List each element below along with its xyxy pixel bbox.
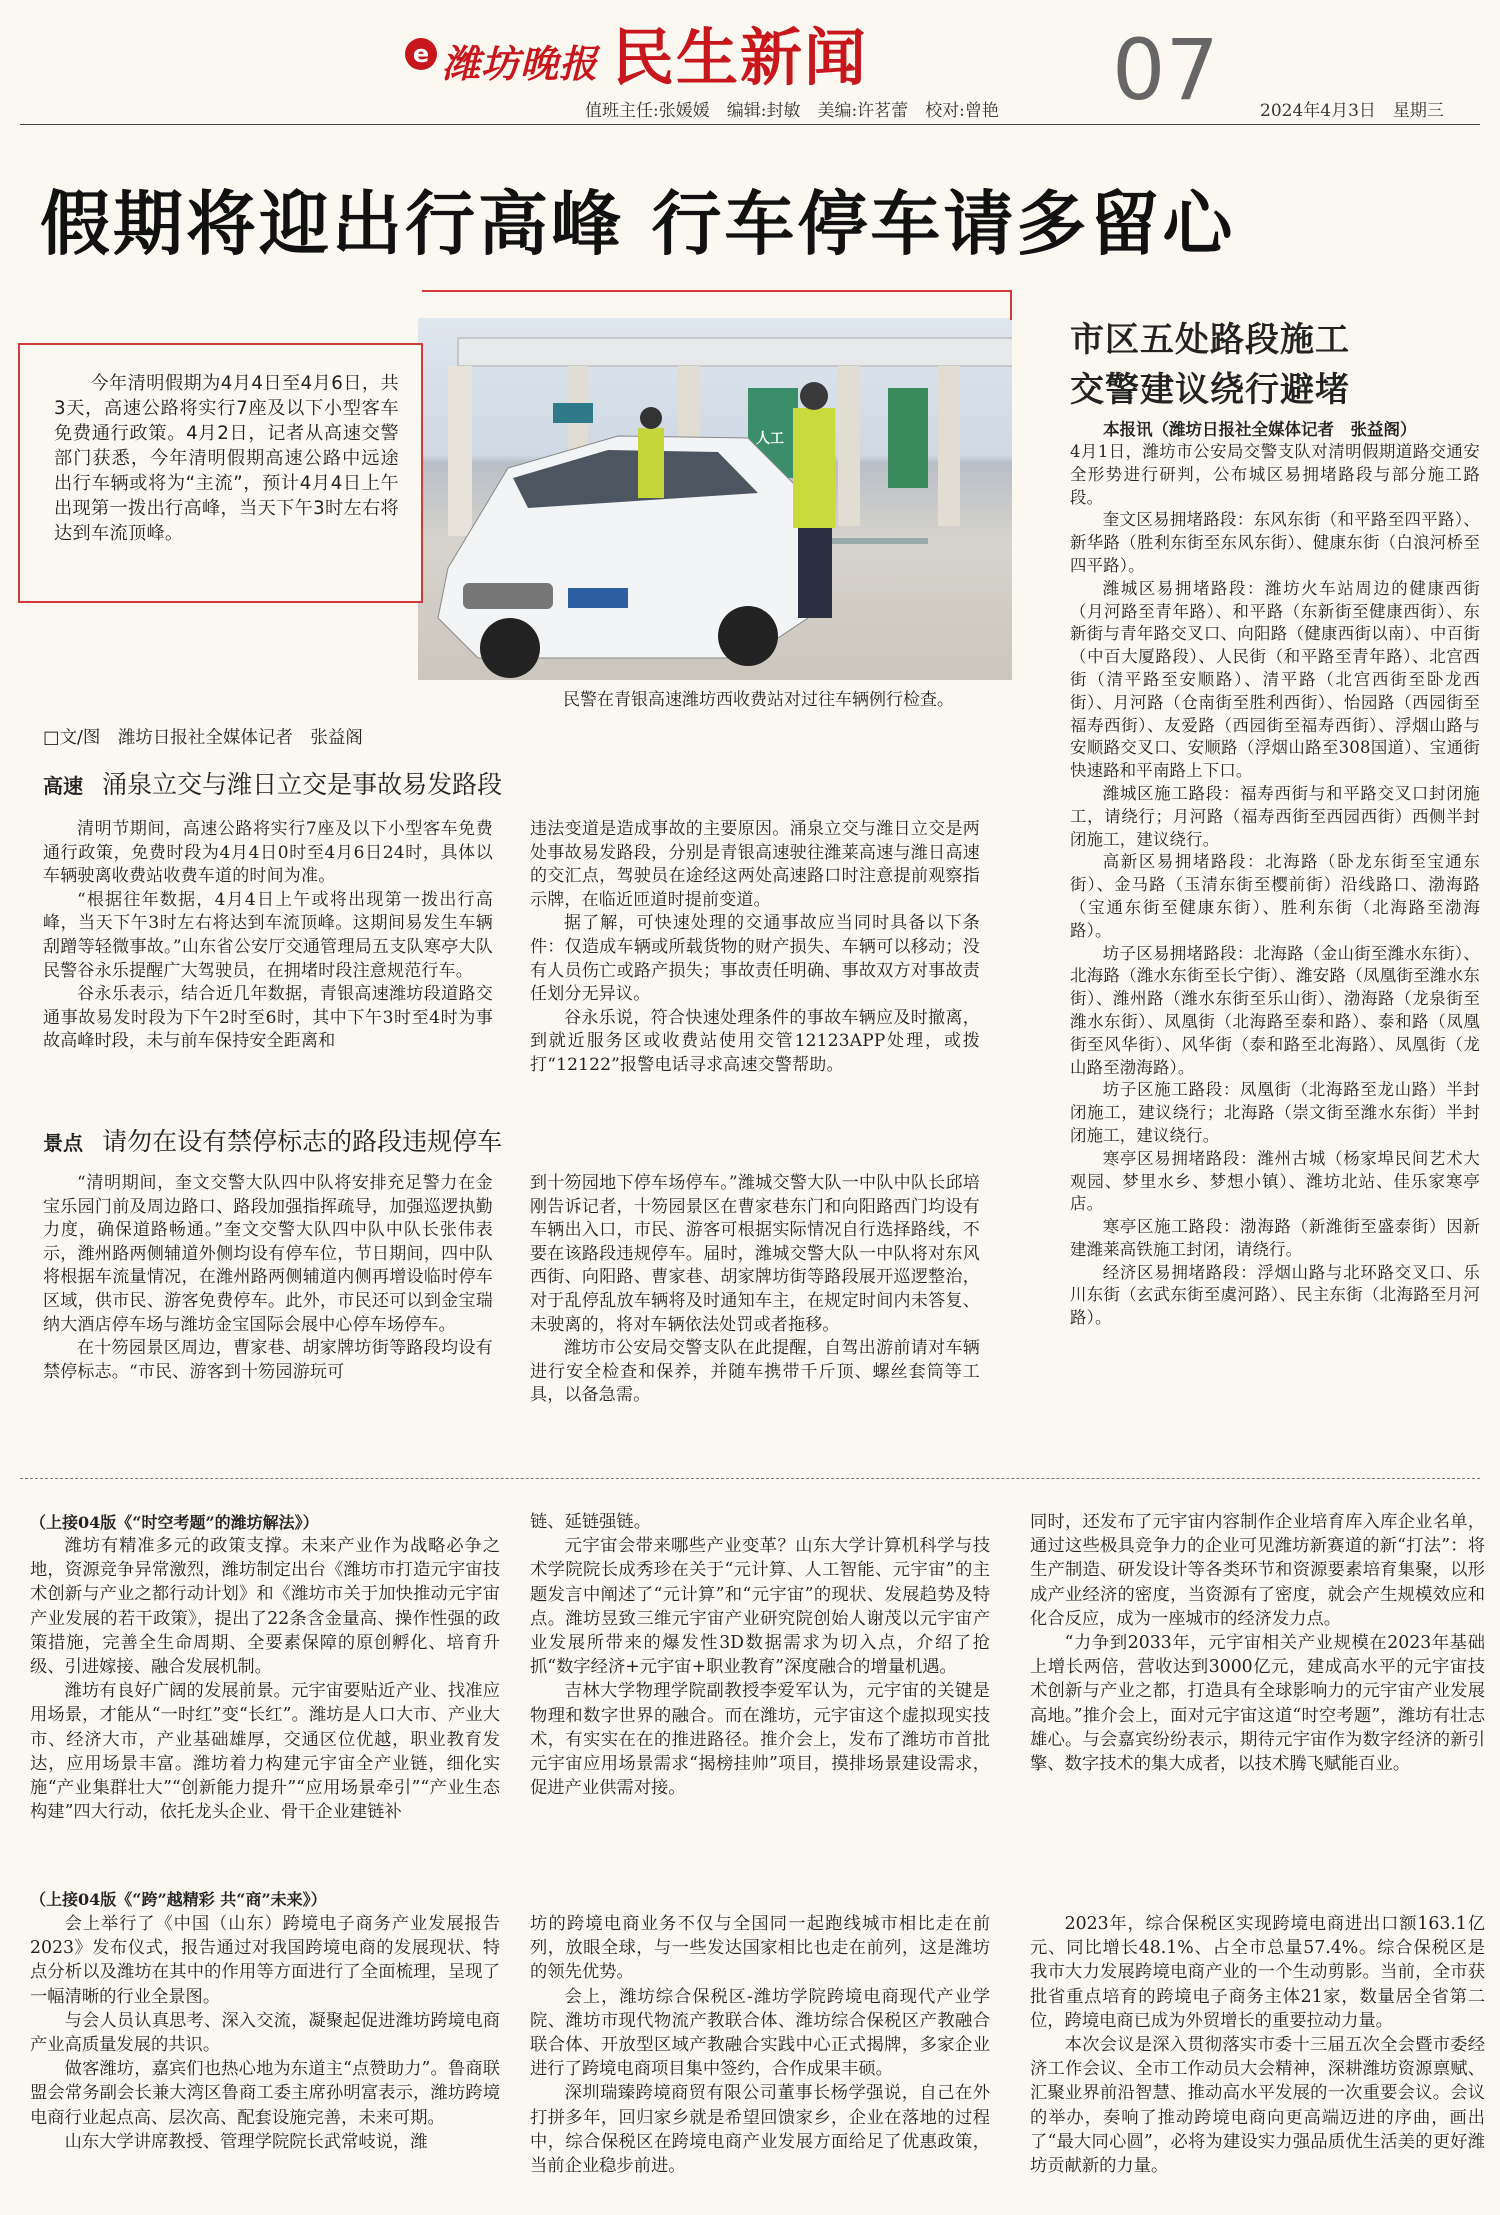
paragraph: 同时，还发布了元宇宙内容制作企业培育库入库企业名单，通过这些极具竞争力的企业可见潍坊新赛道的新“打法”：将生产制造、研发设计等各类环节和资源要素培育集聚，以形成产业经济的密度，当资源有了密度，就会产生规模效应和化合反应，成为一座城市的经济发力点。 — [1030, 1512, 1485, 1629]
paragraph: 潍坊市公安局交警支队在此提醒，自驾出游前请对车辆进行安全检查和保养，并随车携带千斤顶、螺丝套筒等工具，以备急需。 — [530, 1338, 980, 1406]
section1-header — [43, 765, 502, 801]
cont2-label: （上接04版《“跨”越精彩 共“商”未来》） — [30, 1890, 327, 1909]
article-byline: □文/图 潍坊日报社全媒体记者 张益阁 — [43, 728, 363, 748]
paragraph: 潍坊有精准多元的政策支撑。未来产业作为战略必争之地，资源竞争异常激烈，潍坊制定出台《潍坊市打造元宇宙技术创新与产业之都行动计划》和《潍坊市关于加快推动元宇宙产业发展的若干政策》，提出了22条含金量高、操作性强的政策措施，完善全生命周期、全要素保障的原创孵化、培育升级、引进嫁接、融合发展机制。 — [30, 1536, 500, 1678]
section1-title: 涌泉立交与潍日立交是事故易发路段 — [102, 770, 503, 799]
section2-tag: 景点 — [43, 1131, 83, 1155]
cont1-col2 — [530, 1510, 990, 1800]
lead-box-accent — [422, 290, 1012, 292]
cont1-label: （上接04版《“时空考题”的潍坊解法》） — [30, 1513, 319, 1532]
paragraph: 据了解，可快速处理的交通事故应当同时具备以下条件：仅造成车辆或所载货物的财产损失、车辆可以移动；没有人员伤亡或路产损失；事故责任明确、事故双方对事故责任划分无异议。 — [530, 913, 980, 1005]
paragraph: 违法变道是造成事故的主要原因。涌泉立交与潍日立交是两处事故易发路段，分别是青银高速驶往潍莱高速与潍日高速的交汇点，驾驶员在途经这两处高速路口时注意提前观察指示牌，在临近匝道时提前变道。 — [530, 819, 980, 910]
paragraph: 潍城区施工路段：福寿西街与和平路交叉口封闭施工，请绕行；月河路（福寿西街至西园西街）西侧半封闭施工，建议绕行。 — [1070, 783, 1480, 849]
paper-name: 潍坊晚报 — [442, 42, 599, 86]
paragraph: 做客潍坊，嘉宾们也热心地为东道主“点赞助力”。鲁商联盟会常务副会长兼大湾区鲁商工委主席孙明富表示，潍坊跨境电商行业起点高、层次高、配套设施完善，未来可期。 — [30, 2059, 500, 2128]
newspaper-logo-icon: e — [405, 38, 437, 70]
paragraph: 到十笏园地下停车场停车。”潍城交警大队一中队中队长邱培刚告诉记者，十笏园景区在曹家巷东门和向阳路西门均设有车辆出入口，市民、游客可根据实际情况自行选择路线，不要在该路段违规停车。届时，潍城交警大队一中队将对东风西街、向阳路、曹家巷、胡家牌坊街等路段展开巡逻整治，对于乱停乱放车辆将及时通知车主，在规定时间内未答复、未驶离的，将对车辆依法处罚或者拖移。 — [530, 1173, 980, 1335]
paragraph: “根据往年数据，4月4日上午或将出现第一拨出行高峰，当天下午3时左右将达到车流顶峰。这期间易发生车辆刮蹭等轻微事故。”山东省公安厅交通管理局五支队寒亭大队民警谷永乐提醒广大驾驶员，在拥堵时段注意规范行车。 — [43, 889, 493, 981]
sidebar-byline: 本报讯（潍坊日报社全媒体记者 张益阁） — [1103, 420, 1417, 439]
sidebar-title-line1: 市区五处路段施工 — [1070, 320, 1350, 360]
paragraph: 元宇宙会带来哪些产业变革？山东大学计算机科学与技术学院院长成秀珍在关于“元计算、人工智能、元宇宙”的主题发言中阐述了“元计算”和“元宇宙”的现状、发展趋势及特点。潍坊昱致三维元宇宙产业研究院创始人谢茂以元宇宙产业发展所带来的爆发性3D数据需求为切入点，介绍了抢抓“数字经济+元宇宙+职业教育”深度融合的增量机遇。 — [530, 1536, 990, 1678]
masthead-rule — [20, 124, 1480, 125]
cont1-col3 — [1030, 1510, 1485, 1776]
paragraph: 潍坊有良好广阔的发展前景。元宇宙要贴近产业、找准应用场景，才能从“一时红”变“长红”。潍坊是人口大市、产业大市、经济大市，产业基础雄厚，交通区位优越，职业教育发达，应用场景丰富。潍坊着力构建元宇宙全产业链，细化实施“产业集群壮大”“创新能力提升”“应用场景牵引”“产业生态构建”四大行动，依托龙头企业、骨干企业建链补 — [30, 1681, 500, 1823]
cont2-col2 — [530, 1912, 990, 2178]
lead-box — [18, 343, 423, 603]
section-name: 民生新闻 — [612, 21, 869, 94]
sidebar-title-line2: 交警建议绕行避堵 — [1070, 370, 1350, 410]
issue-date: 2024年4月3日 星期三 — [1260, 101, 1444, 121]
paragraph: 本次会议是深入贯彻落实市委十三届五次全会暨市委经济工作会议、全市工作动员大会精神，深耕潍坊资源禀赋、汇聚业界前沿智慧、推动高水平发展的一次重要会议。会议的举办，奏响了推动跨境电商向更高端迈进的序曲，画出了“最大同心圆”，必将为建设实力强品质优生活美的更好潍坊贡献新的力量。 — [1030, 2035, 1485, 2177]
paragraph: 2023年，综合保税区实现跨境电商进出口额163.1亿元、同比增长48.1%、占全市总量57.4%。综合保税区是我市大力发展跨境电商产业的一个生动剪影。当前，全市获批省重点培育的跨境电子商务主体21家，数量居全省第二位，跨境电商已成为外贸增长的重要拉动力量。 — [1030, 1914, 1485, 2031]
lead-box-accent-v — [1010, 290, 1012, 320]
news-photo — [418, 318, 1012, 680]
paragraph: 谷永乐说，符合快速处理条件的事故车辆应及时撤离，到就近服务区或收费站使用交管12123APP处理，或拨打“12122”报警电话寻求高速交警帮助。 — [530, 1007, 980, 1075]
section2-header — [43, 1122, 502, 1158]
paragraph: 坊子区施工路段：凤凰街（北海路至龙山路）半封闭施工，建议绕行；北海路（崇文街至潍水东街）半封闭施工，建议绕行。 — [1070, 1080, 1480, 1145]
page-headline: 假期将迎出行高峰 行车停车请多留心 — [40, 183, 1236, 265]
cont2-col1 — [30, 1912, 500, 2154]
paragraph: 潍城区易拥堵路段：潍坊火车站周边的健康西街（月河路至青年路）、和平路（东新街至健康西街）、东新街与青年路交叉口、向阳路（健康西街以南）、中百街（中百大厦路段）、人民街（和平路至青年路）、北宫西街（清平路至安顺路）、清平路（北宫西街至卧龙西街）、月河路（仓南街至胜利西街）、怡园路（西园街至福寿西街）、友爱路（西园街至福寿西街）、浮烟山路与安顺路交叉口、安顺路（浮烟山路至308国道）、宝通街快速路和平南路上下口。 — [1070, 578, 1480, 781]
section1-col2 — [530, 818, 980, 1078]
section-divider — [20, 1478, 1480, 1479]
paragraph: 4月1日，潍坊市公安局交警支队对清明假期道路交通安全形势进行研判，公布城区易拥堵路段与部分施工路段。 — [1070, 442, 1480, 507]
paragraph: 高新区易拥堵路段：北海路（卧龙东街至宝通东街）、金马路（玉清东街至樱前街）沿线路口、渤海路（宝通东街至健康东街）、胜利东街（北海路至渤海路）。 — [1070, 852, 1480, 940]
paragraph: 奎文区易拥堵路段：东风东街（和平路至四平路）、新华路（胜利东街至东风东街）、健康东街（白浪河桥至四平路）。 — [1070, 510, 1480, 575]
cont2-col3 — [1030, 1912, 1485, 2178]
paragraph: 链、延链强链。 — [530, 1512, 651, 1532]
masthead — [0, 0, 1500, 130]
photo-caption: 民警在青银高速潍坊西收费站对过往车辆例行检查。 — [563, 690, 954, 710]
paragraph: 在十笏园景区周边，曹家巷、胡家牌坊街等路段均设有禁停标志。“市民、游客到十笏园游玩可 — [43, 1338, 493, 1382]
section2-col1 — [43, 1172, 493, 1384]
page-number: 07 — [1112, 21, 1219, 119]
paragraph: 清明节期间，高速公路将实行7座及以下小型客车免费通行政策，免费时段为4月4日0时至4月6日24时，具体以车辆驶离收费站收费车道的时间为准。 — [43, 819, 493, 887]
paragraph: 吉林大学物理学院副教授李爱军认为，元宇宙的关键是物理和数字世界的融合。而在潍坊，元宇宙这个虚拟现实技术，有实实在在的推进路径。推介会上，发布了潍坊市首批元宇宙应用场景需求“揭榜挂帅”项目，摸排场景建设需求，促进产业供需对接。 — [530, 1681, 990, 1799]
paragraph: 深圳瑞臻跨境商贸有限公司董事长杨学强说，自己在外打拼多年，回归家乡就是希望回馈家乡，企业在落地的过程中，综合保税区在跨境电商产业发展方面给足了优惠政策，当前企业稳步前进。 — [530, 2083, 990, 2177]
paragraph: “清明期间，奎文交警大队四中队将安排充足警力在金宝乐园门前及周边路口、路段加强指挥疏导，加强巡逻执勤力度，确保道路畅通。”奎文交警大队四中队中队长张伟表示，潍州路两侧辅道外侧均设有停车位，节日期间，四中队将根据车流量情况，在潍州路两侧辅道内侧再增设临时停车区域，供市民、游客免费停车。此外，市民还可以到金宝瑞纳大酒店停车场与潍坊金宝国际会展中心停车场停车。 — [43, 1173, 493, 1335]
paragraph: 寒亭区易拥堵路段：潍州古城（杨家埠民间艺术大观园、梦里水乡、梦想小镇）、潍坊北站、佳乐家寒亭店。 — [1070, 1148, 1480, 1214]
toll-station-illustration — [418, 318, 1012, 680]
paragraph: 与会人员认真思考、深入交流，凝聚起促进潍坊跨境电商产业高质量发展的共识。 — [30, 2010, 500, 2056]
paragraph: 会上举行了《中国（山东）跨境电子商务产业发展报告2023》发布仪式，报告通过对我国跨境电商的发展现状、特点分析以及潍坊在其中的作用等方面进行了全面梳理，呈现了一幅清晰的行业全景图。 — [30, 1914, 500, 2007]
lead-text: 今年清明假期为4月4日至4月6日，共3天，高速公路将实行7座及以下小型客车免费通行政策。4月2日，记者从高速交警部门获悉，今年清明假期高速公路中远途出行车辆或将为“主流”，预计4月4日上午出现第一拨出行高峰，当天下午3时左右将达到车流顶峰。 — [54, 373, 399, 544]
section1-tag: 高速 — [43, 774, 83, 798]
section1-col1 — [43, 818, 493, 1054]
paragraph: 坊子区易拥堵路段：北海路（金山街至潍水东街）、北海路（潍水东街至长宁街）、潍安路（凤凰街至潍水东街）、潍州路（潍水东街至乐山街）、渤海路（龙泉街至潍水东街）、凤凰街（北海路至泰和路）、泰和路（凤凰街至风华街）、风华街（泰和路至北海路）、凤凰街（龙山路至渤海路）。 — [1070, 943, 1480, 1077]
paragraph: 谷永乐表示，结合近几年数据，青银高速潍坊段道路交通事故易发时段为下午2时至6时，其中下午3时至4时为事故高峰时段，未与前车保持安全距离和 — [43, 984, 493, 1052]
cont1-col1 — [30, 1534, 500, 1824]
paragraph: 山东大学讲席教授、管理学院院长武常岐说，潍 — [64, 2131, 428, 2152]
paragraph: 经济区易拥堵路段：浮烟山路与北环路交叉口、乐川东街（玄武东街至虞河路）、民主东街（北海路至月河路）。 — [1070, 1262, 1480, 1328]
section2-col2 — [530, 1172, 980, 1408]
paragraph: 会上，潍坊综合保税区-潍坊学院跨境电商现代产业学院、潍坊市现代物流产教联合体、潍坊综合保税区产教融合联合体、开放型区域产教融合实践中心正式揭牌，多家企业进行了跨境电商项目集中签约，合作成果丰硕。 — [530, 1986, 990, 2080]
section2-title: 请勿在设有禁停标志的路段违规停车 — [102, 1127, 503, 1156]
booth-sign: 人工 — [756, 431, 784, 447]
masthead-staff: 值班主任:张媛媛 编辑:封敏 美编:许茗蕾 校对:曾艳 — [585, 101, 999, 121]
sidebar-body — [1070, 418, 1480, 1330]
paragraph: 寒亭区施工路段：渤海路（新潍街至盛泰街）因新建潍莱高铁施工封闭，请绕行。 — [1070, 1217, 1480, 1259]
paragraph: 坊的跨境电商业务不仅与全国同一起跑线城市相比走在前列，放眼全球，与一些发达国家相比也走在前列，这是潍坊的领先优势。 — [530, 1914, 990, 1983]
paragraph: “力争到2033年，元宇宙相关产业规模在2023年基础上增长两倍，营收达到3000亿元，建成高水平的元宇宙技术创新与产业之都，打造具有全球影响力的元宇宙产业发展高地。”推介会上，面对元宇宙这道“时空考题”，潍坊有壮志雄心。与会嘉宾纷纷表示，期待元宇宙作为数字经济的新引擎、数字技术的集大成者，以技术腾飞赋能百业。 — [1030, 1633, 1485, 1775]
